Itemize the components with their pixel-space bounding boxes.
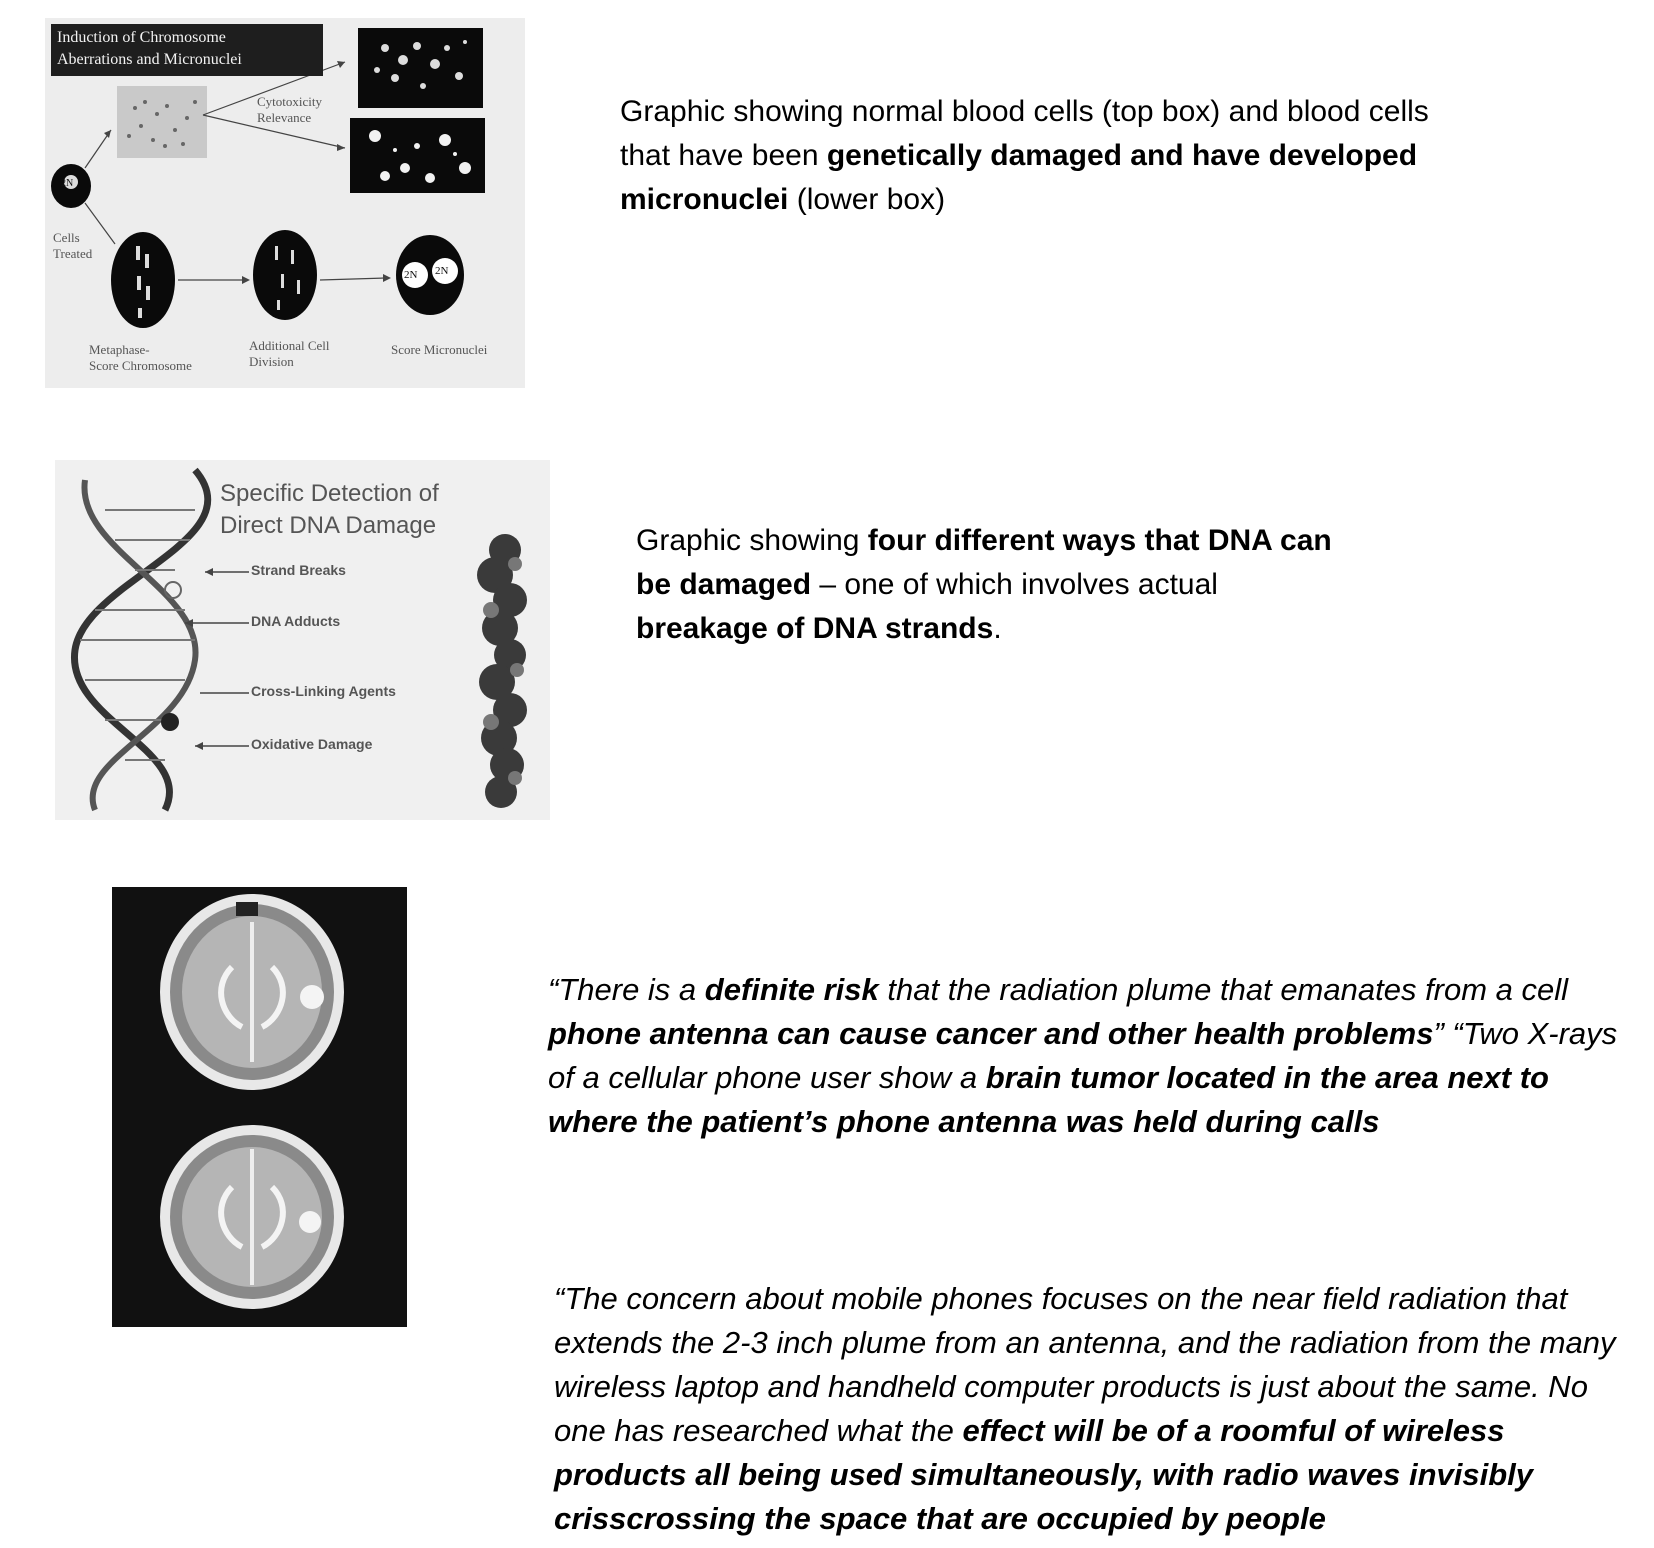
cross-linking-label: Cross-Linking Agents bbox=[251, 683, 396, 699]
quote1-bold-1: definite risk bbox=[704, 972, 879, 1007]
strand-breaks-label: Strand Breaks bbox=[251, 562, 346, 578]
quote1-text-1: “There is a bbox=[548, 972, 705, 1007]
figure1-title-line2: Aberrations and Micronuclei bbox=[57, 51, 242, 68]
additional-division-line2: Division bbox=[249, 354, 294, 369]
caption2-bold-2: breakage of DNA strands bbox=[636, 612, 994, 645]
quote2-bold-1: effect will be of a roomful of wireless products all being used simultaneously, with radio waves invisibly crisscrossing the space that are occupied by people bbox=[554, 1413, 1534, 1536]
quote-definite-risk bbox=[548, 968, 1638, 1144]
figure2-title bbox=[220, 478, 439, 542]
metaphase-label bbox=[89, 342, 192, 374]
figure1-title-line1: Induction of Chromosome bbox=[57, 29, 226, 46]
metaphase-label-line2: Score Chromosome bbox=[89, 358, 192, 373]
quote2-text-1: “The concern about mobile phones focuses on the near field radiation that extends the 2-3 inch plume from an antenna, and the radiation from the many wireless laptop and handheld computer products is just about the same. No one has researched what the bbox=[554, 1281, 1616, 1448]
quote1-text-3: ” “Two X-rays of a cellular phone user show a bbox=[548, 1016, 1618, 1095]
chromosome-aberrations-figure bbox=[45, 18, 525, 388]
metaphase-label-line1: Metaphase- bbox=[89, 342, 150, 357]
quote1-bold-3: brain tumor located in the area next to where the patient’s phone antenna was held during calls bbox=[548, 1060, 1549, 1139]
cytotoxicity-label-line1: Cytotoxicity bbox=[257, 94, 322, 109]
additional-division-line1: Additional Cell bbox=[249, 338, 330, 353]
caption2-text-1: Graphic showing bbox=[636, 524, 868, 557]
brain-scan-illustration bbox=[112, 887, 407, 1327]
quote-mobile-phones bbox=[554, 1277, 1639, 1541]
micronucleus-2n-b: 2N bbox=[435, 265, 449, 277]
cytotoxicity-label-line2: Relevance bbox=[257, 110, 312, 125]
brain-scan-image bbox=[112, 887, 407, 1327]
caption1-bold-1: genetically damaged and have developed micronuclei bbox=[620, 139, 1418, 216]
micronucleus-2n-a: 2N bbox=[404, 269, 418, 281]
caption2-text-3: . bbox=[993, 612, 1002, 645]
figure1-title bbox=[51, 24, 323, 76]
quote1-bold-2: phone antenna can cause cancer and other health problems bbox=[548, 1016, 1434, 1051]
cell-2n-label: 2N bbox=[61, 178, 74, 189]
additional-division-label bbox=[249, 338, 330, 370]
caption2-text-2: – one of which involves actual bbox=[811, 568, 1218, 601]
caption1-text-2: (lower box) bbox=[788, 183, 946, 216]
quote1-text-2: that the radiation plume that emanates from a cell bbox=[878, 972, 1569, 1007]
caption1-text-1: Graphic showing normal blood cells (top box) and blood cells that have been bbox=[620, 95, 1429, 172]
cells-treated-line1: Cells bbox=[53, 230, 80, 245]
caption-dna-damage bbox=[636, 519, 1336, 651]
dna-damage-figure bbox=[55, 460, 550, 820]
caption-blood-cells bbox=[620, 90, 1450, 222]
figure2-title-line1: Specific Detection of bbox=[220, 480, 439, 507]
dna-adducts-label: DNA Adducts bbox=[251, 613, 341, 629]
oxidative-damage-label: Oxidative Damage bbox=[251, 736, 373, 752]
figure2-title-line2: Direct DNA Damage bbox=[220, 512, 437, 539]
score-micronuclei-label: Score Micronuclei bbox=[391, 342, 488, 357]
cells-treated-label bbox=[53, 230, 92, 262]
caption2-bold-1: four different ways that DNA can be damaged bbox=[636, 524, 1332, 601]
cytotoxicity-label bbox=[257, 94, 322, 126]
cells-treated-line2: Treated bbox=[53, 246, 93, 261]
